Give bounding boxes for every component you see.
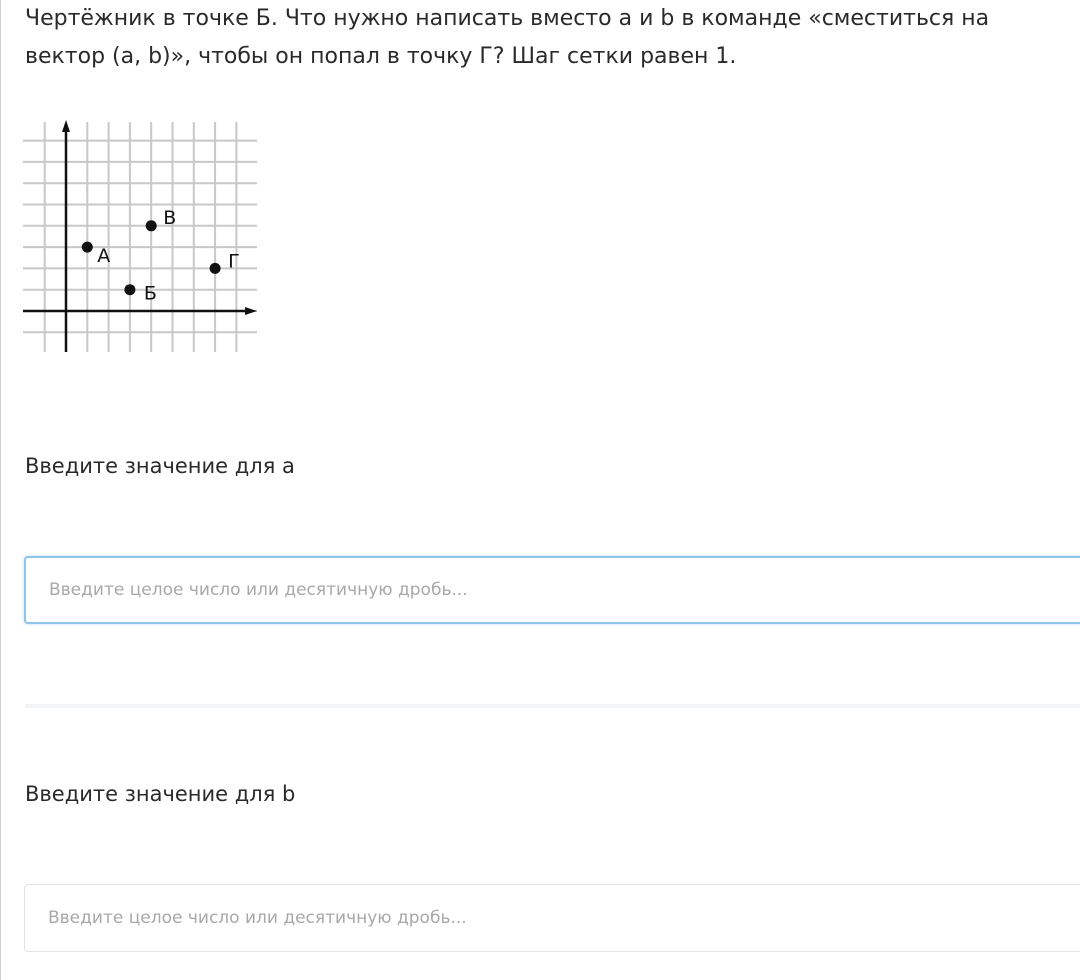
point-label: Г (228, 250, 240, 273)
question-text: Чертёжник в точке Б. Что нужно написать вместо a и b в команде «сместиться на вектор (a, b)», чтобы он попал в точку Г? Шаг сетки равен 1. (25, 6, 990, 69)
field-b-label: Введите значение для b (25, 782, 296, 806)
coordinate-grid-figure (21, 116, 263, 358)
point-marker (82, 242, 93, 253)
value-b-input[interactable] (24, 884, 1080, 952)
grid-lines (23, 122, 257, 352)
point-label: В (163, 206, 177, 229)
coordinate-grid (21, 116, 263, 358)
point-marker (146, 220, 157, 231)
x-axis-arrow-icon (245, 307, 257, 315)
point-marker (124, 284, 135, 295)
point-label: А (97, 245, 111, 268)
value-a-input[interactable] (24, 556, 1080, 624)
point-marker (210, 263, 221, 274)
point-label: Б (143, 282, 157, 305)
divider (25, 704, 1080, 708)
y-axis-arrow-icon (62, 120, 70, 132)
field-a-label: Введите значение для a (25, 454, 295, 478)
